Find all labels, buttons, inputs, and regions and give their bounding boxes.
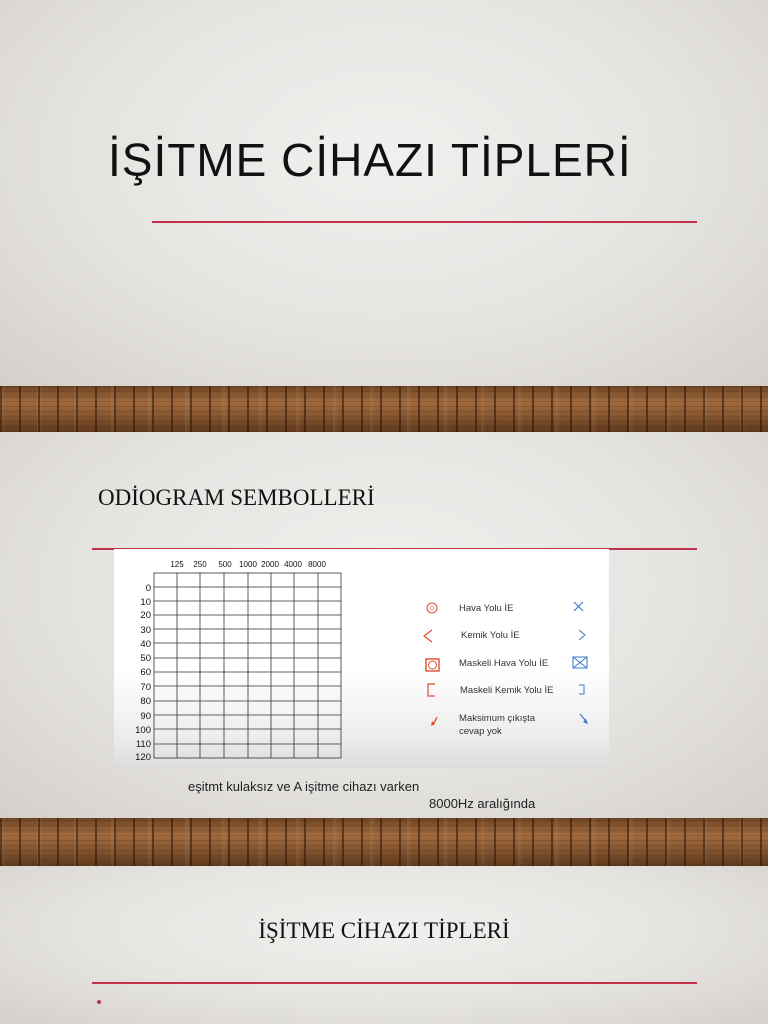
freq-label: 2000 bbox=[261, 560, 279, 569]
slide-2 bbox=[0, 432, 768, 818]
left-bracket-icon bbox=[428, 684, 435, 696]
legend-label: Maskeli Hava Yolu İE bbox=[459, 658, 549, 669]
db-label: 30 bbox=[140, 625, 151, 636]
db-label: 20 bbox=[140, 610, 151, 621]
greater-than-icon bbox=[579, 630, 585, 640]
slide-2-title: ODİOGRAM SEMBOLLERİ bbox=[98, 485, 375, 510]
slide-1-title: İŞİTME CİHAZI TİPLERİ bbox=[108, 134, 632, 186]
caption-line-2: 8000Hz aralığında bbox=[429, 796, 536, 811]
db-label: 90 bbox=[140, 711, 151, 722]
db-label: 60 bbox=[140, 667, 151, 678]
db-label: 10 bbox=[140, 597, 151, 608]
db-label: 40 bbox=[140, 639, 151, 650]
arrow-down-right-icon bbox=[580, 714, 588, 724]
db-label: 80 bbox=[140, 696, 151, 707]
caption-line-1: eşitmt kulaksız ve A işitme cihazı varken bbox=[188, 779, 420, 794]
wood-floor-divider bbox=[0, 386, 768, 432]
freq-label: 8000 bbox=[308, 560, 326, 569]
circle-icon bbox=[427, 603, 437, 613]
db-label: 0 bbox=[145, 583, 151, 594]
wood-floor-divider bbox=[0, 818, 768, 866]
title-underline bbox=[152, 221, 697, 223]
slide-1 bbox=[0, 0, 768, 386]
legend-label: Maskeli Kemik Yolu İE bbox=[460, 685, 554, 696]
x-cross-icon bbox=[574, 602, 583, 611]
legend-label: Kemik Yolu İE bbox=[461, 630, 520, 641]
legend-label: cevap yok bbox=[459, 726, 502, 737]
legend-row-masked-air-conduction bbox=[426, 657, 587, 671]
legend-label: Maksimum çıkışta bbox=[459, 713, 536, 724]
freq-label: 4000 bbox=[284, 560, 302, 569]
slide-3 bbox=[0, 866, 768, 1024]
less-than-icon bbox=[424, 630, 432, 642]
db-label: 100 bbox=[135, 725, 151, 736]
audiogram-grid bbox=[154, 573, 341, 758]
arrow-down-left-icon bbox=[431, 717, 437, 726]
frequency-labels bbox=[170, 560, 326, 569]
slide-3-title: İŞİTME CİHAZI TİPLERİ bbox=[258, 918, 510, 943]
legend-label: Hava Yolu İE bbox=[459, 603, 514, 614]
audiogram-symbols-figure bbox=[114, 549, 609, 768]
freq-label: 125 bbox=[170, 560, 184, 569]
db-label: 110 bbox=[135, 739, 151, 750]
db-level-labels bbox=[135, 583, 151, 763]
db-label: 50 bbox=[140, 653, 151, 664]
bullet-point bbox=[97, 1000, 101, 1004]
legend-row-bone-conduction bbox=[424, 630, 585, 642]
db-label: 70 bbox=[140, 682, 151, 693]
title-underline bbox=[92, 982, 697, 984]
audiogram-figure-svg bbox=[114, 549, 609, 768]
db-label: 120 bbox=[135, 752, 151, 763]
boxed-x-icon bbox=[573, 657, 587, 668]
triangle-in-square-icon bbox=[426, 659, 439, 671]
freq-label: 1000 bbox=[239, 560, 257, 569]
freq-label: 250 bbox=[193, 560, 207, 569]
freq-label: 500 bbox=[218, 560, 232, 569]
legend-row-masked-bone-conduction bbox=[428, 684, 584, 696]
legend-row-no-response bbox=[431, 713, 588, 737]
legend-row-air-conduction bbox=[427, 602, 583, 614]
right-bracket-icon bbox=[579, 685, 584, 694]
